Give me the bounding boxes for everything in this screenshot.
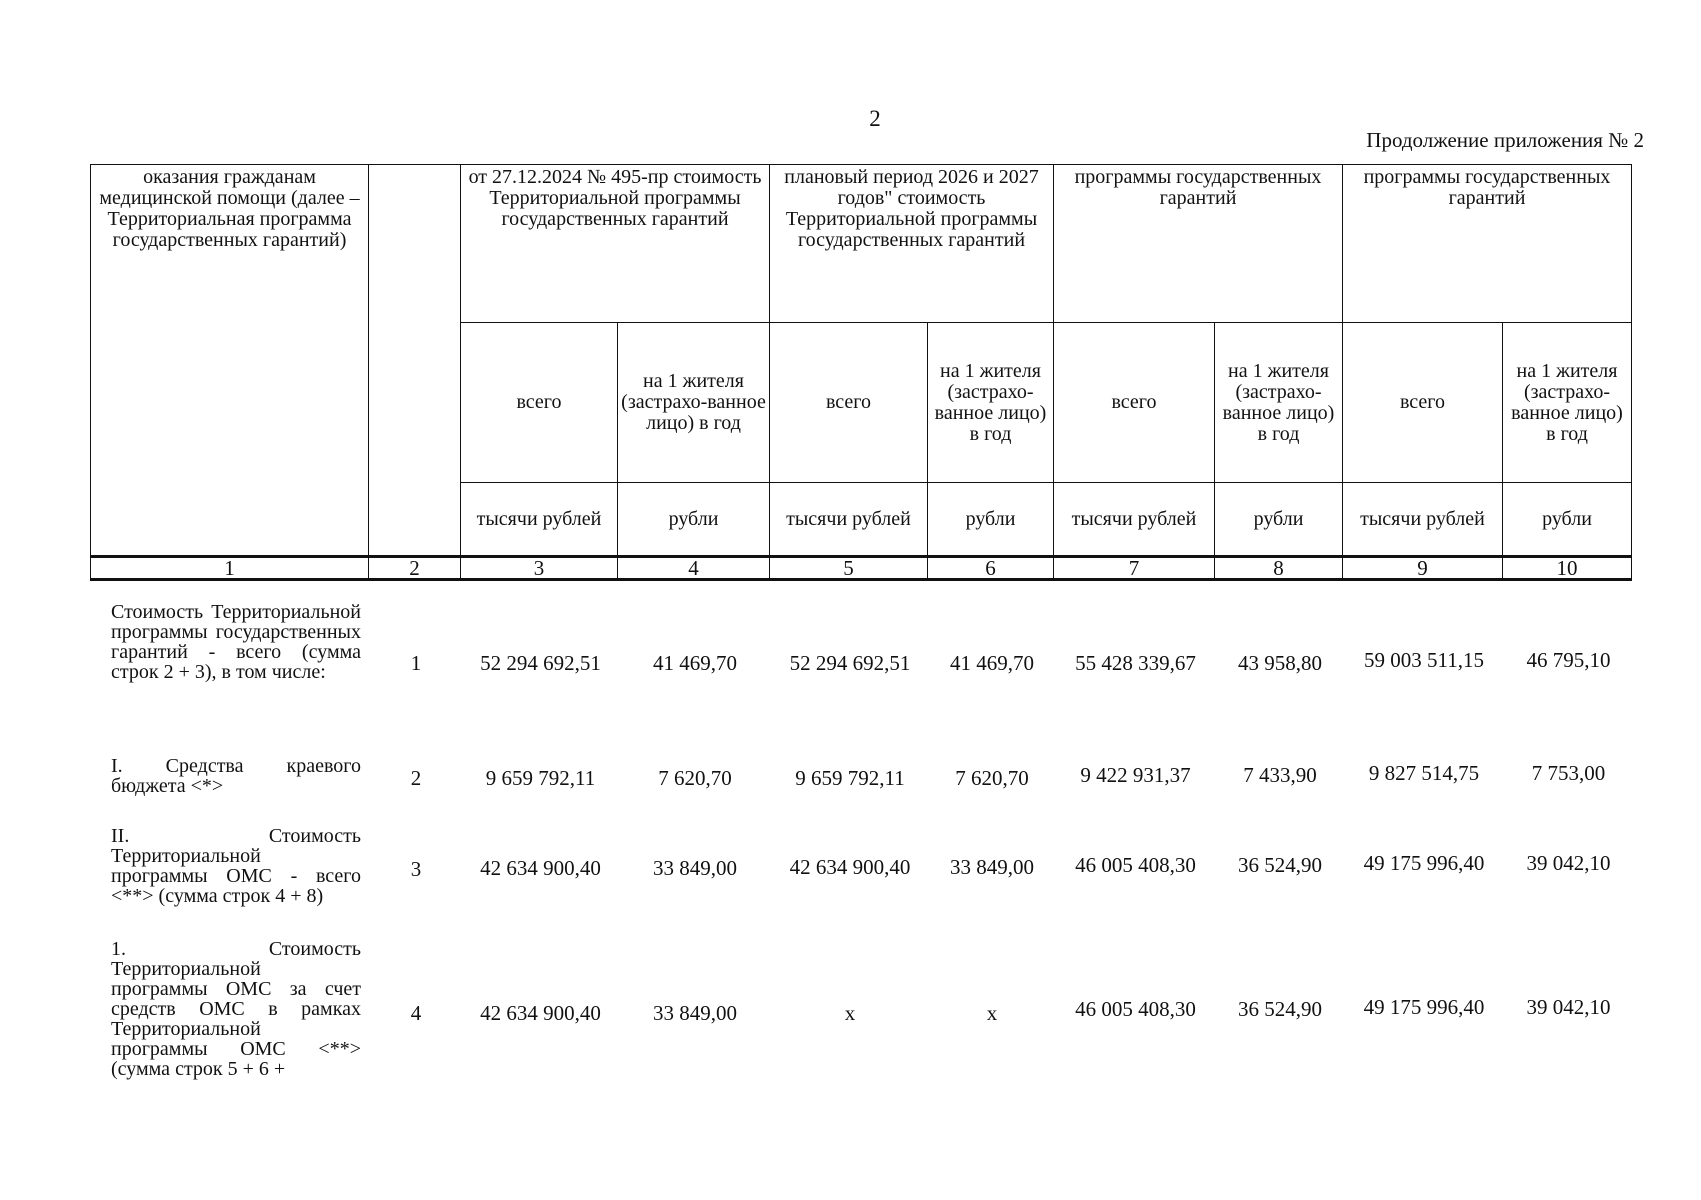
appendix-note: Продолжение приложения № 2 [1366, 128, 1644, 152]
header-group1-title: от 27.12.2024 № 495-пр стоимость Территориальной программы государственных гарантий [461, 165, 770, 323]
row-value: 39 042,10 [1526, 995, 1611, 1019]
header-sub-total: всего [1343, 323, 1503, 483]
row-label: I. Средства краевого бюджета <*> [111, 755, 361, 797]
header-sub-per-capita: на 1 жителя (застрахо-ванное лицо) в год [618, 323, 770, 483]
header-sub-total: всего [1054, 323, 1215, 483]
row-value: 42 634 900,40 [789, 855, 911, 879]
header-sub-total: всего [770, 323, 928, 483]
row-value: 39 042,10 [1526, 851, 1611, 875]
header-unit: тысячи рублей [770, 483, 928, 557]
header-unit: рубли [1215, 483, 1343, 557]
row-label: Стоимость Территориальной программы государственных гарантий - всего (сумма строк 2 + 3), в том числе: [111, 601, 361, 683]
row-line-number: 4 [410, 1001, 422, 1025]
row-value: 9 827 514,75 [1368, 761, 1480, 785]
row-value: 7 433,90 [1243, 763, 1317, 787]
column-number: 3 [461, 557, 618, 580]
header-unit: тысячи рублей [1343, 483, 1503, 557]
row-value: 46 005 408,30 [1075, 853, 1196, 877]
row-value: 9 422 931,37 [1080, 763, 1191, 787]
row-line-number: 1 [410, 651, 422, 675]
column-number: 2 [369, 557, 461, 580]
row-value: 36 524,90 [1238, 997, 1322, 1021]
page-number: 2 [869, 106, 881, 131]
header-group3-title: программы государственных гарантий [1054, 165, 1343, 323]
header-sub-per-capita: на 1 жителя (застрахо-ванное лицо) в год [1215, 323, 1343, 483]
row-value: 42 634 900,40 [480, 856, 601, 880]
header-sub-per-capita: на 1 жителя (застрахо-ванное лицо) в год [928, 323, 1054, 483]
row-value: 55 428 339,67 [1075, 651, 1196, 675]
column-number: 9 [1343, 557, 1503, 580]
header-unit: рубли [618, 483, 770, 557]
column-number: 1 [91, 557, 369, 580]
row-line-number: 3 [410, 857, 422, 881]
row-value: 33 849,00 [653, 1001, 737, 1025]
row-value: 49 175 996,40 [1363, 995, 1485, 1019]
column-number: 8 [1215, 557, 1343, 580]
header-group2-title: плановый период 2026 и 2027 годов" стоимость Территориальной программы государственных гарантий [770, 165, 1054, 323]
row-value: х [986, 1001, 998, 1025]
row-label: II. Стоимость Территориальной программы ОМС - всего <**> (сумма строк 4 + 8) [111, 825, 361, 907]
row-value: 36 524,90 [1238, 853, 1322, 877]
header-unit: тысячи рублей [1054, 483, 1215, 557]
column-number: 10 [1503, 557, 1632, 580]
header-unit: тысячи рублей [461, 483, 618, 557]
row-line-number: 2 [410, 766, 422, 790]
row-value: 41 469,70 [950, 651, 1034, 675]
row-value: 43 958,80 [1238, 651, 1322, 675]
row-value: х [844, 1001, 856, 1025]
header-group4-title: программы государственных гарантий [1343, 165, 1632, 323]
header-sub-total: всего [461, 323, 618, 483]
column-number: 7 [1054, 557, 1215, 580]
row-value: 33 849,00 [653, 856, 737, 880]
column-number: 5 [770, 557, 928, 580]
row-value: 42 634 900,40 [480, 1001, 601, 1025]
row-value: 9 659 792,11 [485, 766, 596, 790]
row-value: 7 620,70 [658, 766, 732, 790]
column-number: 4 [618, 557, 770, 580]
column-number: 6 [928, 557, 1054, 580]
header-col1-title: оказания гражданам медицинской помощи (далее – Территориальная программа государственных гарантий) [91, 165, 369, 557]
header-unit: рубли [928, 483, 1054, 557]
header-sub-per-capita: на 1 жителя (застрахо-ванное лицо) в год [1503, 323, 1632, 483]
row-value: 41 469,70 [653, 651, 737, 675]
row-value: 9 659 792,11 [795, 766, 905, 790]
row-value: 46 795,10 [1526, 648, 1611, 672]
row-label: 1. Стоимость Территориальной программы ОМС за счет средств ОМС в рамках Территориальной программы ОМС <**> (сумма строк 5 + 6 + [111, 938, 361, 1080]
row-value: 52 294 692,51 [480, 651, 601, 675]
row-value: 7 753,00 [1531, 761, 1606, 785]
header-unit: рубли [1503, 483, 1632, 557]
row-value: 49 175 996,40 [1363, 851, 1485, 875]
row-value: 33 849,00 [950, 855, 1034, 879]
row-value: 7 620,70 [955, 766, 1029, 790]
row-value: 52 294 692,51 [789, 651, 911, 675]
row-value: 46 005 408,30 [1075, 997, 1196, 1021]
row-value: 59 003 511,15 [1364, 648, 1484, 672]
